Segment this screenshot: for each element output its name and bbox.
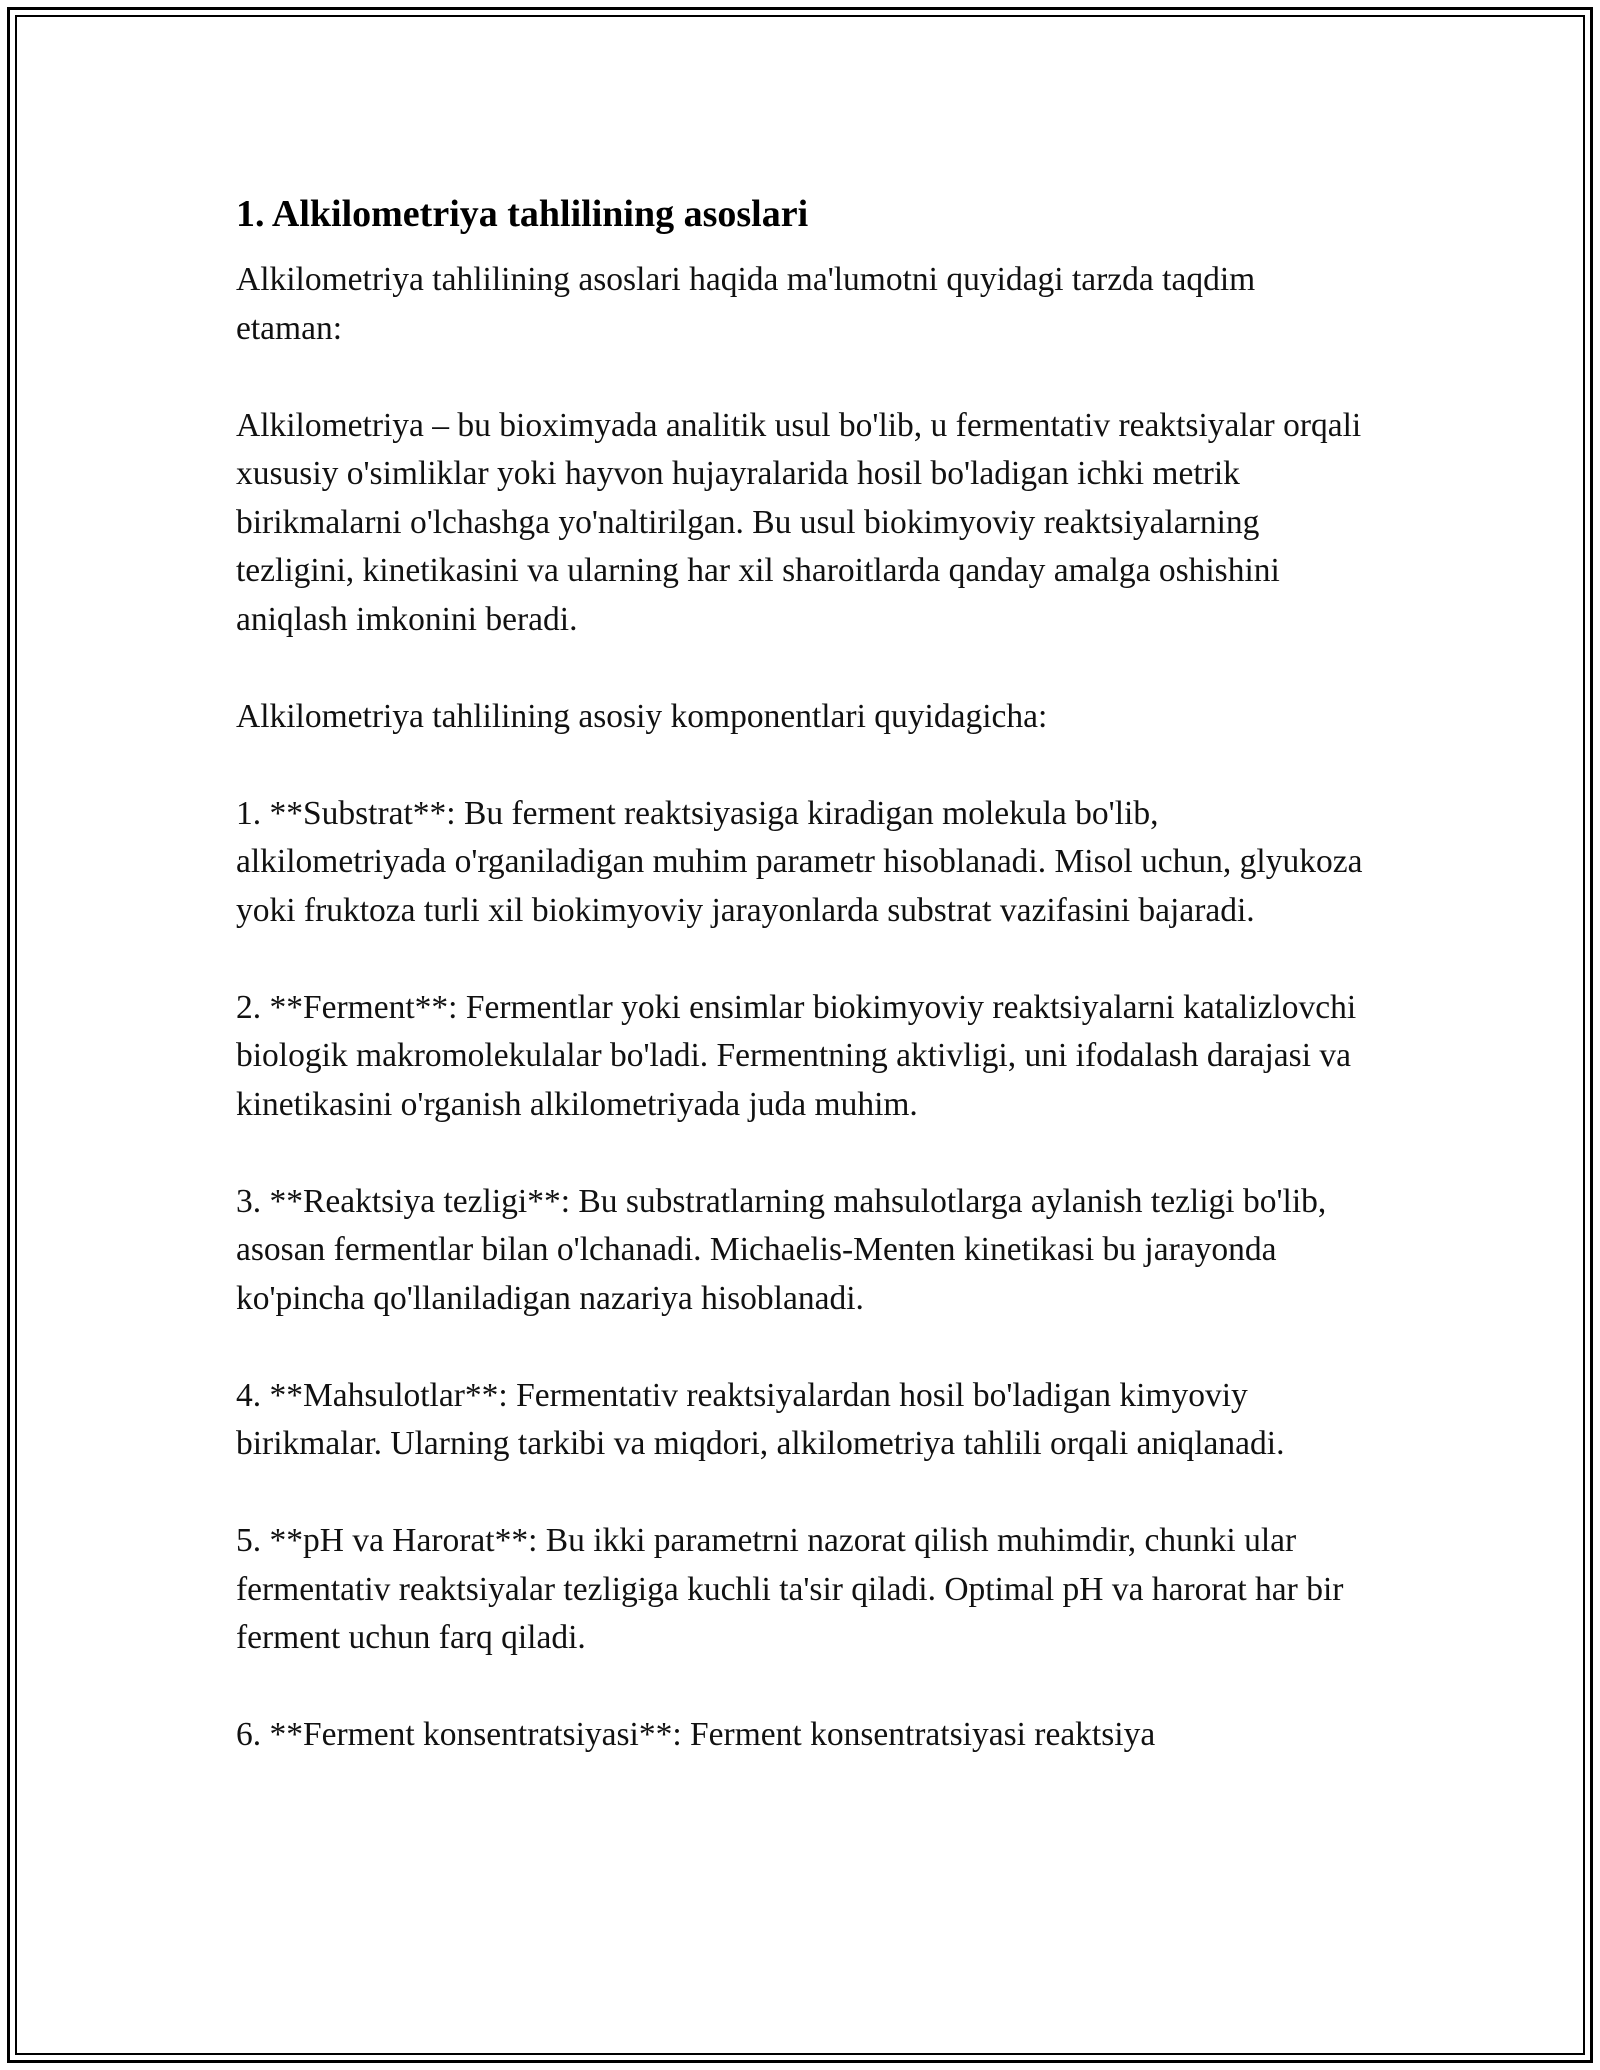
list-item-substrat: 1. **Substrat**: Bu ferment reaktsiyasiga kiradigan molekula bo'lib, alkilometriyada o'rganiladigan muhim parametr hisoblanadi. Misol uchun, glyukoza yoki fruktoza turli xil biokimyoviy jarayonlarda substrat vazifasini bajaradi. (236, 794, 1363, 929)
intro-paragraph: Alkilometriya tahlilining asoslari haqida ma'lumotni quyidagi tarzda taqdim etaman: (236, 261, 1256, 347)
list-item-ferment: 2. **Ferment**: Fermentlar yoki ensimlar biokimyoviy reaktsiyalarni katalizlovchi biologik makromolekulalar bo'ladi. Fermentning aktivligi, uni ifodalash darajasi va kinetikasini o'rganish alkilometriyada juda muhim. (236, 988, 1357, 1123)
definition-paragraph: Alkilometriya – bu bioximyada analitik usul bo'lib, u fermentativ reaktsiyalar orqali xususiy o'simliklar yoki hayvon hujayralarida hosil bo'ladigan ichki metrik birikmalarni o'lchashga yo'naltirilgan. Bu usul biokimyoviy reaktsiyalarning tezligini, kinetikasini va ularning har xil sharoitlarda qanday amalga oshishini aniqlash imkonini beradi. (236, 406, 1362, 638)
list-item-ferment-konsentratsiyasi: 6. **Ferment konsentratsiyasi**: Ferment konsentratsiyasi reaktsiya (236, 1716, 1156, 1753)
list-item-reaktsiya-tezligi: 3. **Reaktsiya tezligi**: Bu substratlarning mahsulotlarga aylanish tezligi bo'lib, asosan fermentlar bilan o'lchanadi. Michaelis-Menten kinetikasi bu jarayonda ko'pincha qo'llaniladigan nazariya hisoblanadi. (236, 1182, 1327, 1317)
document-body (236, 186, 1366, 1808)
list-item-ph-harorat: 5. **pH va Harorat**: Bu ikki parametrni nazorat qilish muhimdir, chunki ular fermentativ reaktsiyalar tezligiga kuchli ta'sir qiladi. Optimal pH va harorat har bir ferment uchun farq qiladi. (236, 1522, 1344, 1656)
components-intro-paragraph: Alkilometriya tahlilining asosiy komponentlari quyidagicha: (236, 697, 1048, 735)
list-item-mahsulotlar: 4. **Mahsulotlar**: Fermentativ reaktsiyalardan hosil bo'ladigan kimyoviy birikmalar. Ularning tarkibi va miqdori, alkilometriya tahlili orqali aniqlanadi. (236, 1376, 1285, 1462)
document-title: 1. Alkilometriya tahlilining asoslari (236, 193, 809, 235)
